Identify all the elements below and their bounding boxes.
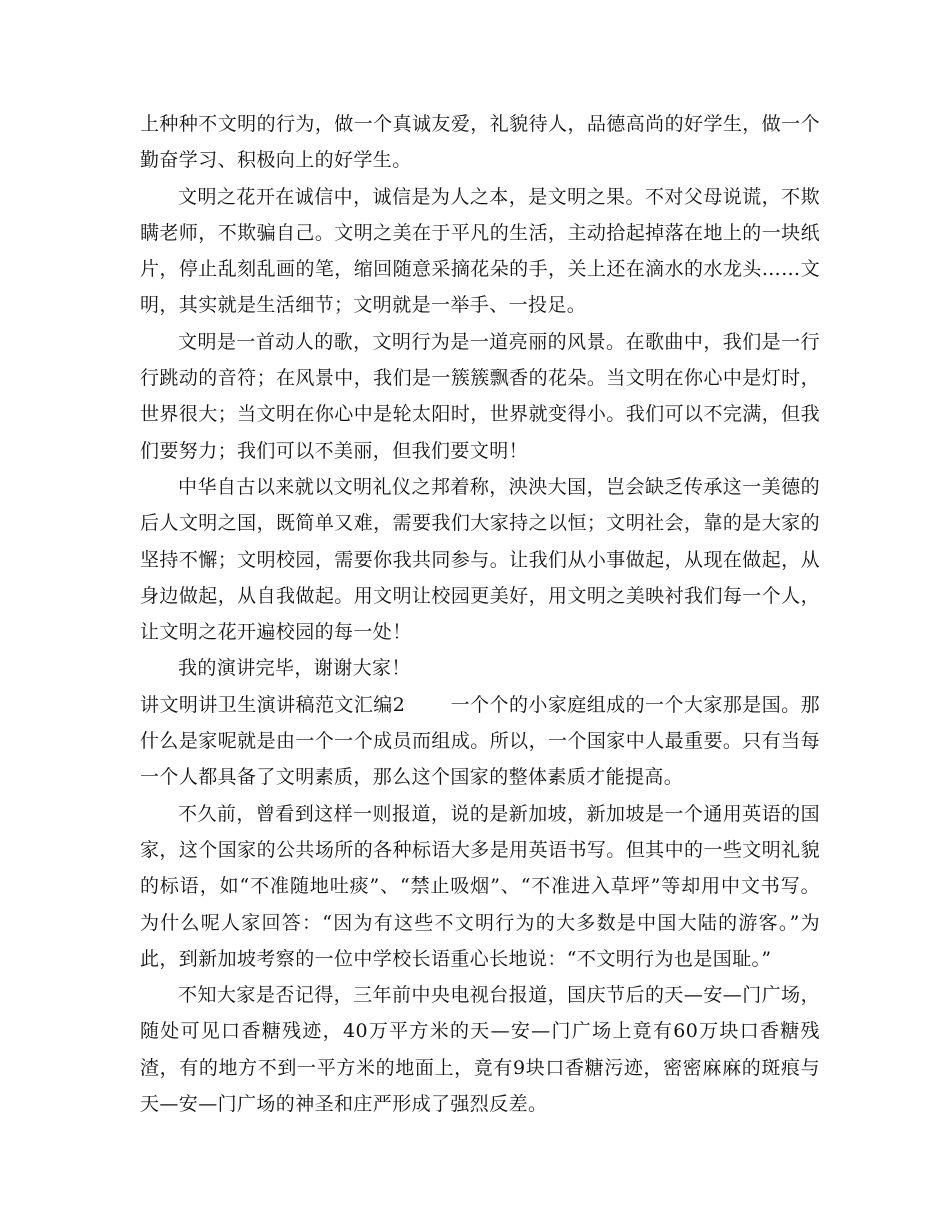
paragraph: 不知大家是否记得，三年前中央电视台报道，国庆节后的天—安—门广场，随处可见口香糖残迹，40万平方米的天—安—门广场上竟有60万块口香糖残渣，有的地方不到一平方米的地面上，竟有9块口香糖污迹，密密麻麻的斑痕与天—安—门广场的神圣和庄严形成了强烈反差。	[140, 984, 820, 1116]
title-gap	[405, 694, 450, 716]
paragraph: 上种种不文明的行为，做一个真诚友爱，礼貌待人，品德高尚的好学生，做一个勤奋学习、积极向上的好学生。	[140, 113, 820, 172]
paragraph: 不久前，曾看到这样一则报道，说的是新加坡，新加坡是一个通用英语的国家，这个国家的公共场所的各种标语大多是用英语书写。但其中的一些文明礼貌的标语，如“不准随地吐痰”、“禁止吸烟”、“不准进入草坪”等却用中文书写。为什么呢人家回答：“因为有这些不文明行为的大多数是中国大陆的游客。”为此，到新加坡考察的一位中学校长语重心长地说：“不文明行为也是国耻。”	[140, 802, 820, 970]
paragraph: 文明是一首动人的歌，文明行为是一道亮丽的风景。在歌曲中，我们是一行行跳动的音符；在风景中，我们是一簇簇飘香的花朵。当文明在你心中是灯时，世界很大；当文明在你心中是轮太阳时，世界就变得小。我们可以不完满，但我们要努力；我们可以不美丽，但我们要文明！	[140, 330, 820, 462]
section-2-first-paragraph	[140, 687, 820, 796]
paragraph: 我的演讲完毕，谢谢大家！	[178, 657, 411, 680]
section-2-title: 讲文明讲卫生演讲稿范文汇编2	[140, 693, 406, 716]
body-text	[140, 106, 820, 1122]
section-2-opening-text: 一个个的小家庭组成的一个大家那是国。那什么是家呢就是由一个一个成员而组成。所以，一个国家中人最重要。只有当每一个人都具备了文明素质，那么这个国家的整体素质才能提高。	[140, 693, 820, 789]
paragraph: 中华自古以来就以文明礼仪之邦着称，泱泱大国，岂会缺乏传承这一美德的后人文明之国，既简单又难，需要我们大家持之以恒；文明社会，靠的是大家的坚持不懈；文明校园，需要你我共同参与。让我们从小事做起，从现在做起，从身边做起，从自我做起。用文明让校园更美好，用文明之美映衬我们每一个人，让文明之花开遍校园的每一处！	[140, 475, 820, 644]
paragraph: 文明之花开在诚信中，诚信是为人之本，是文明之果。不对父母说谎，不欺瞒老师，不欺骗自己。文明之美在于平凡的生活，主动拾起掉落在地上的一块纸片，停止乱刻乱画的笔，缩回随意采摘花朵的手，关上还在滴水的水龙头……文明，其实就是生活细节；文明就是一举手、一投足。	[140, 185, 820, 317]
